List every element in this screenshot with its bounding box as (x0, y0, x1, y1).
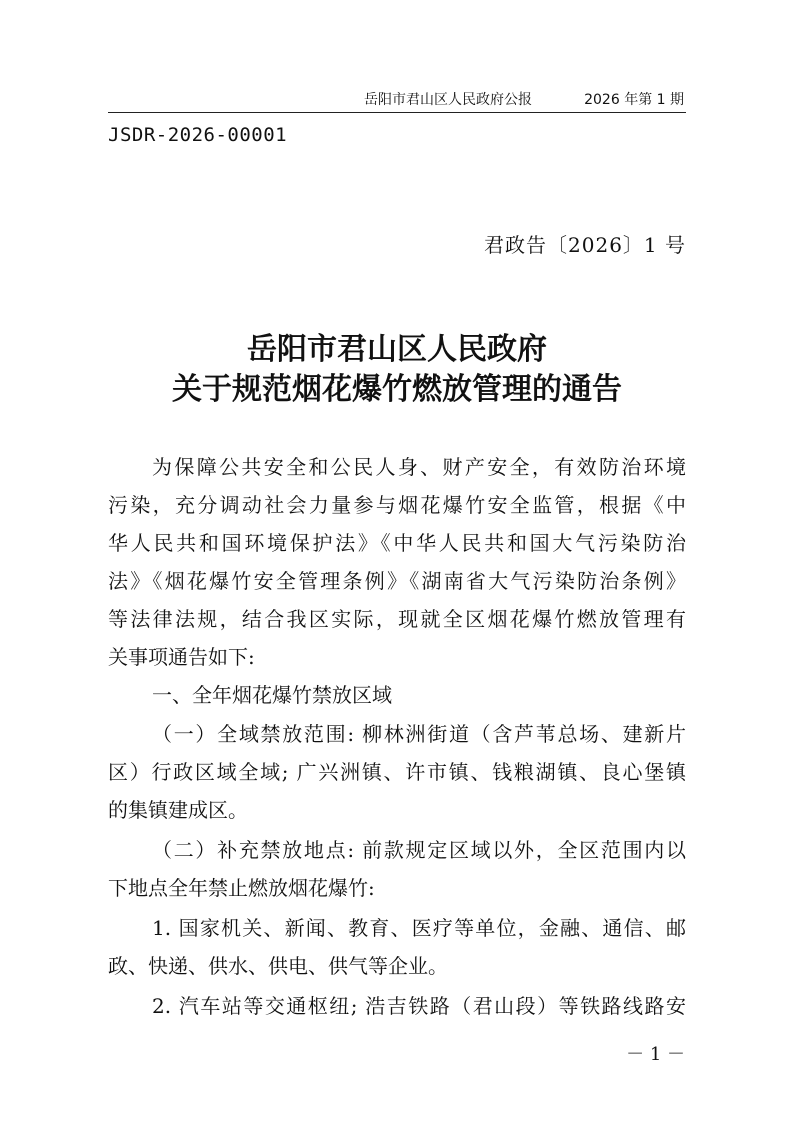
body-line: 等法律法规，结合我区实际，现就全区烟花爆竹燃放管理有 (108, 607, 686, 631)
document-code: JSDR-2026-00001 (108, 124, 288, 146)
page-number: － 1 － (626, 1044, 685, 1065)
body-line: 区）行政区域全域; 广兴洲镇、许市镇、钱粮湖镇、良心堡镇 (108, 760, 686, 784)
body-line: 2. 汽车站等交通枢纽; 浩吉铁路（君山段）等铁路线路安 (152, 994, 686, 1018)
body-line: 法》《烟花爆竹安全管理条例》《湖南省大气污染防治条例》 (108, 569, 686, 593)
body-line: 的集镇建成区。 (108, 798, 248, 822)
body-line: 为保障公共安全和公民人身、财产安全，有效防治环境 (152, 455, 686, 479)
body-line: 华人民共和国环境保护法》《中华人民共和国大气污染防治 (108, 531, 686, 555)
body-line: 关事项通告如下: (108, 645, 255, 669)
page-header (108, 88, 686, 113)
section-heading: 一、全年烟花爆竹禁放区域 (152, 683, 392, 707)
body-line: 下地点全年禁止燃放烟花爆竹: (108, 876, 375, 900)
body-line: 污染，充分调动社会力量参与烟花爆竹安全监管，根据《中 (108, 493, 686, 517)
journal-title: 岳阳市君山区人民政府公报 (364, 92, 532, 108)
document-title-line-2: 关于规范烟花爆竹燃放管理的通告 (172, 372, 622, 407)
body-line: 1. 国家机关、新闻、教育、医疗等单位，金融、通信、邮 (152, 916, 686, 940)
body-line: （二）补充禁放地点: 前款规定区域以外，全区范围内以 (152, 838, 686, 862)
body-line: 政、快递、供水、供电、供气等企业。 (108, 954, 448, 978)
document-title-line-1: 岳阳市君山区人民政府 (247, 332, 547, 367)
issue-number: 2026 年第 1 期 (584, 92, 684, 108)
body-line: （一）全域禁放范围: 柳林洲街道（含芦苇总场、建新片 (152, 722, 686, 746)
government-notice-number: 君政告〔2026〕1 号 (484, 233, 686, 257)
